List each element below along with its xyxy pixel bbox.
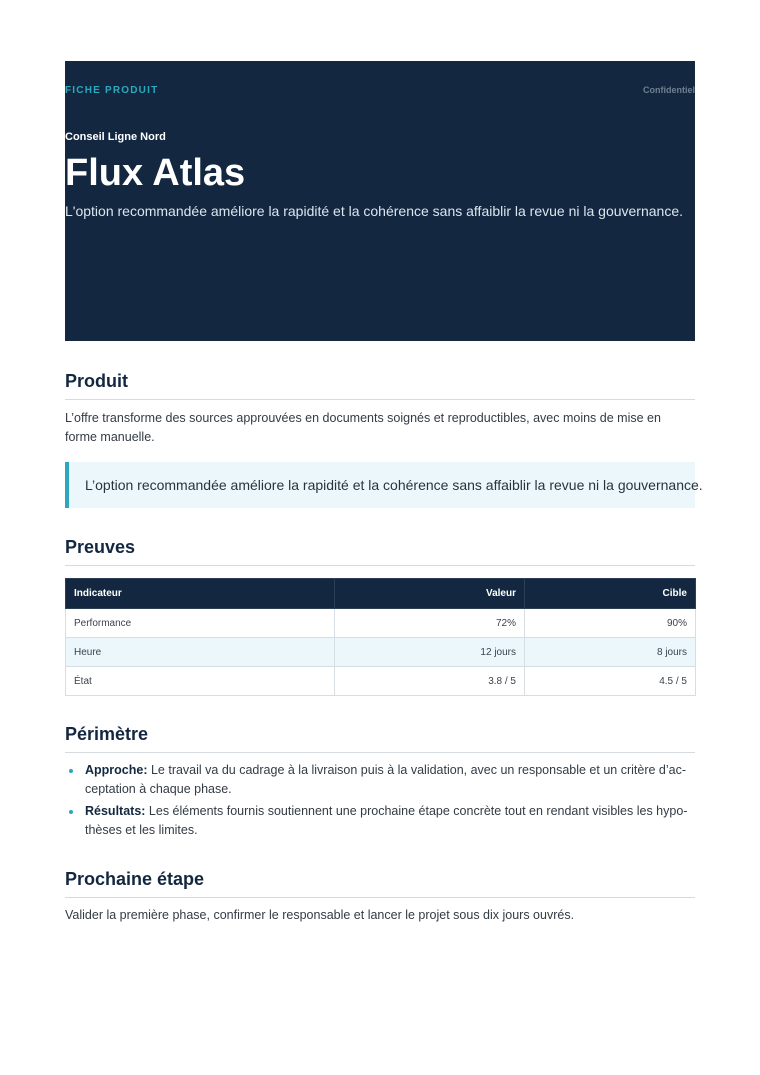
list-item-label: Résultats: — [85, 804, 146, 818]
list-item — [65, 761, 695, 799]
table-row — [66, 638, 696, 667]
page-title: Flux Atlas — [65, 152, 246, 194]
list-item-text: Le travail va du cadrage à la livraison puis à la validation, avec un responsable et un critère d’ac- ceptation à chaque phase. — [85, 763, 687, 796]
callout-text: L’option recommandée améliore la rapidité et la cohérence sans affaiblir la revue ni la gouvernance. — [85, 477, 703, 493]
bullet-icon — [69, 769, 73, 773]
product-description: L’offre transforme des sources approuvées en documents soignés et reproductibles, avec moins de mise en forme manuelle. — [65, 411, 661, 444]
bullet-icon — [69, 810, 73, 814]
next-step-text: Valider la première phase, confirmer le responsable et lancer le projet sous dix jours ouvrés. — [65, 908, 575, 922]
column-header-indicator: Indicateur — [66, 579, 335, 609]
table-cell: Performance — [66, 609, 335, 638]
evidence-table — [65, 578, 696, 696]
table-cell: État — [66, 667, 335, 696]
organization-name: Conseil Ligne Nord — [65, 131, 166, 143]
table-row — [66, 609, 696, 638]
hero-banner — [65, 61, 695, 341]
column-header-target: Cible — [525, 579, 696, 609]
table-cell: 12 jours — [335, 638, 525, 667]
table-cell: Heure — [66, 638, 335, 667]
table-cell: 8 jours — [525, 638, 696, 667]
section-heading-scope: Périmètre — [65, 723, 695, 753]
section-heading-evidence: Preuves — [65, 536, 695, 566]
table-header-row — [66, 579, 696, 609]
table-cell: 3.8 / 5 — [335, 667, 525, 696]
table-row — [66, 667, 696, 696]
confidentiality-label: Confidentiel — [643, 85, 695, 95]
list-item-text: Les éléments fournis soutiennent une prochaine étape concrète tout en rendant visibles les hypo- thèses et les limites. — [85, 804, 688, 837]
scope-list — [65, 761, 695, 843]
key-message-callout — [65, 462, 703, 508]
document-type-label: FICHE PRODUIT — [65, 85, 159, 96]
table-cell: 90% — [525, 609, 696, 638]
column-header-value: Valeur — [335, 579, 525, 609]
section-heading-next-step: Prochaine étape — [65, 868, 695, 898]
section-heading-product: Produit — [65, 370, 695, 400]
list-item-label: Approche: — [85, 763, 148, 777]
table-cell: 72% — [335, 609, 525, 638]
table-cell: 4.5 / 5 — [525, 667, 696, 696]
list-item — [65, 802, 695, 840]
hero-subtitle: L'option recommandée améliore la rapidité et la cohérence sans affaiblir la revue ni la gouvernance. — [65, 203, 684, 219]
